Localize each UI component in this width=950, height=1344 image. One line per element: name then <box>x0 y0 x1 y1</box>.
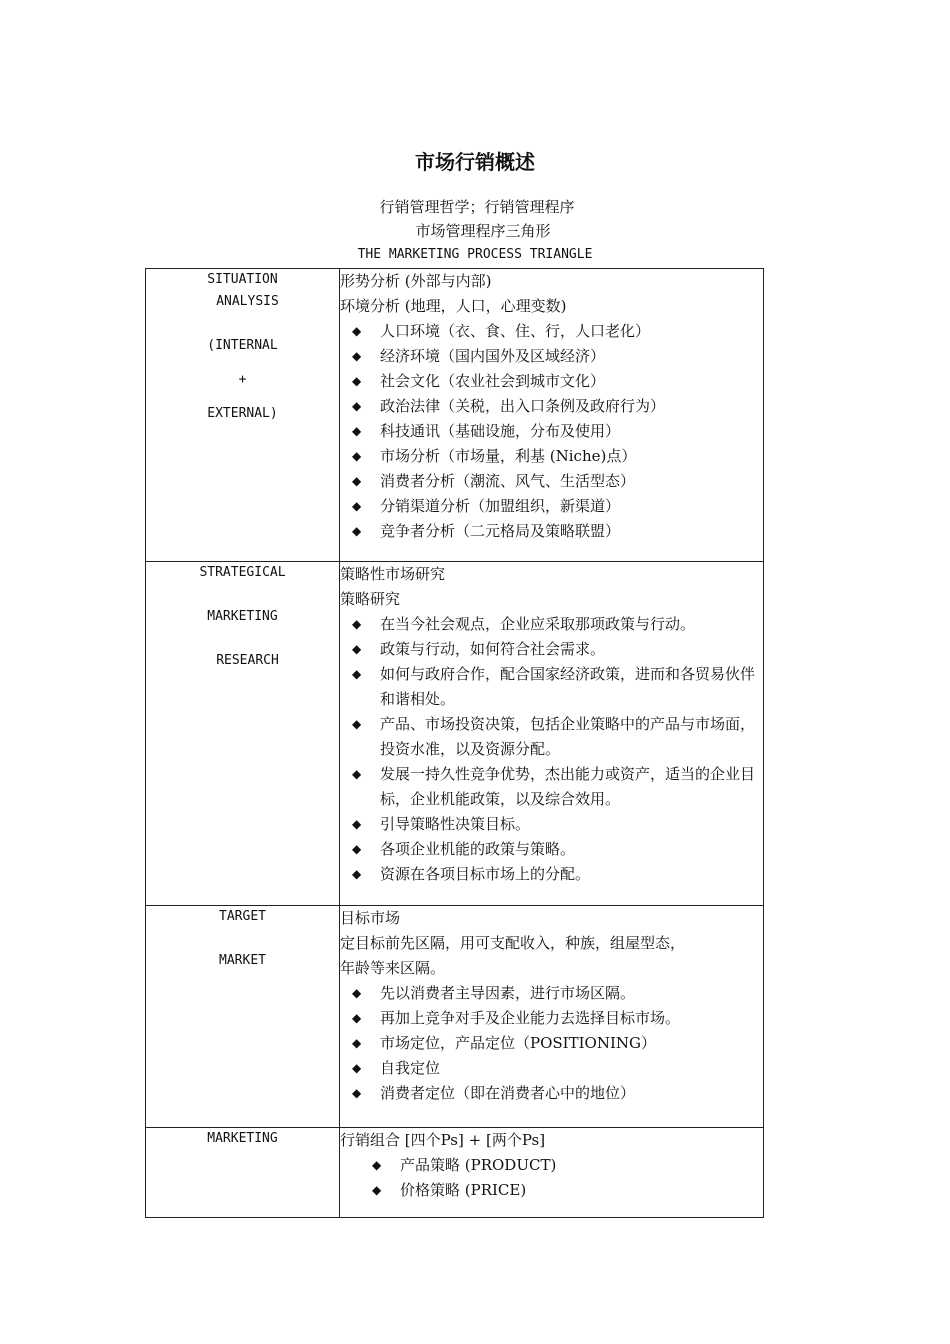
heading-line: RESEARCH <box>216 653 279 668</box>
heading-line: MARKETING <box>207 1131 278 1146</box>
row-heading <box>146 906 340 1128</box>
list-item: ◆ 引导策略性决策目标。 <box>340 812 763 837</box>
list-item: ◆ 人口环境（衣、食、住、行，人口老化） <box>340 319 763 344</box>
heading-line: TARGET <box>219 909 266 924</box>
list-item: ◆ 经济环境（国内国外及区域经济） <box>340 344 763 369</box>
bullet-list <box>340 612 763 887</box>
list-item: ◆ 在当今社会观点，企业应采取那项政策与行动。 <box>340 612 763 637</box>
heading-line: MARKETING <box>207 609 278 624</box>
list-item: ◆ 再加上竞争对手及企业能力去选择目标市场。 <box>340 1006 763 1031</box>
row-content <box>340 269 764 562</box>
row-content <box>340 562 764 906</box>
subtitle-triangle-en: THE MARKETING PROCESS TRIANGLE <box>357 247 593 262</box>
list-item: ◆ 各项企业机能的政策与策略。 <box>340 837 763 862</box>
list-item: ◆ 价格策略 (PRICE) <box>340 1178 763 1203</box>
document-title: 市场行销概述 <box>415 150 535 174</box>
list-item: ◆ 政治法律（关税，出入口条例及政府行为） <box>340 394 763 419</box>
heading-line: ANALYSIS <box>216 294 279 309</box>
table-row-situation-analysis <box>146 269 764 562</box>
list-item: ◆ 先以消费者主导因素，进行市场区隔。 <box>340 981 763 1006</box>
table-row-target-market <box>146 906 764 1128</box>
row-heading <box>146 269 340 562</box>
content-line: 形势分析 (外部与内部) <box>340 272 492 290</box>
content-line: 目标市场 <box>340 909 401 927</box>
content-line: 行销组合 [四个Ps] + [两个Ps] <box>340 1131 546 1149</box>
list-item: ◆ 消费者分析（潮流、风气、生活型态） <box>340 469 763 494</box>
content-line: 环境分析 (地理，人口，心理变数) <box>340 297 567 315</box>
content-line: 年龄等来区隔。 <box>340 959 446 977</box>
list-item: ◆ 产品、市场投资决策，包括企业策略中的产品与市场面，投资水准，以及资源分配。 <box>340 712 763 762</box>
content-line: 策略性市场研究 <box>340 565 446 583</box>
list-item: ◆ 分销渠道分析（加盟组织，新渠道） <box>340 494 763 519</box>
heading-line: (INTERNAL <box>207 338 278 353</box>
heading-line: + <box>238 372 247 387</box>
table-row-marketing <box>146 1128 764 1218</box>
heading-line: EXTERNAL) <box>207 406 278 421</box>
content-line: 定目标前先区隔，用可支配收入，种族，组屋型态， <box>340 934 686 952</box>
list-item: ◆ 政策与行动，如何符合社会需求。 <box>340 637 763 662</box>
list-item: ◆ 自我定位 <box>340 1056 763 1081</box>
list-item: ◆ 科技通讯（基础设施，分布及使用） <box>340 419 763 444</box>
list-item: ◆ 市场分析（市场量，利基 (Niche)点） <box>340 444 763 469</box>
row-heading <box>146 1128 340 1218</box>
heading-line: SITUATION <box>207 272 278 287</box>
heading-line: STRATEGICAL <box>199 565 286 580</box>
bullet-list <box>340 319 763 544</box>
subtitle-triangle-cn: 市场管理程序三角形 <box>415 222 551 240</box>
list-item: ◆ 竞争者分析（二元格局及策略联盟） <box>340 519 763 544</box>
bullet-list <box>340 981 763 1106</box>
row-heading <box>146 562 340 906</box>
list-item: ◆ 发展一持久性竞争优势，杰出能力或资产，适当的企业目标，企业机能政策，以及综合效用。 <box>340 762 763 812</box>
list-item: ◆ 产品策略 (PRODUCT) <box>340 1153 763 1178</box>
marketing-process-table <box>145 268 764 1218</box>
list-item: ◆ 社会文化（农业社会到城市文化） <box>340 369 763 394</box>
subtitle-philosophy: 行销管理哲学；行销管理程序 <box>379 198 575 216</box>
list-item: ◆ 资源在各项目标市场上的分配。 <box>340 862 763 887</box>
list-item: ◆ 消费者定位（即在消费者心中的地位） <box>340 1081 763 1106</box>
row-content <box>340 906 764 1128</box>
list-item: ◆ 市场定位，产品定位（POSITIONING） <box>340 1031 763 1056</box>
list-item: ◆ 如何与政府合作，配合国家经济政策，进而和各贸易伙伴和谐相处。 <box>340 662 763 712</box>
bullet-list <box>340 1153 763 1203</box>
row-content <box>340 1128 764 1218</box>
heading-line: MARKET <box>219 953 266 968</box>
table-row-strategical-research <box>146 562 764 906</box>
content-line: 策略研究 <box>340 590 401 608</box>
